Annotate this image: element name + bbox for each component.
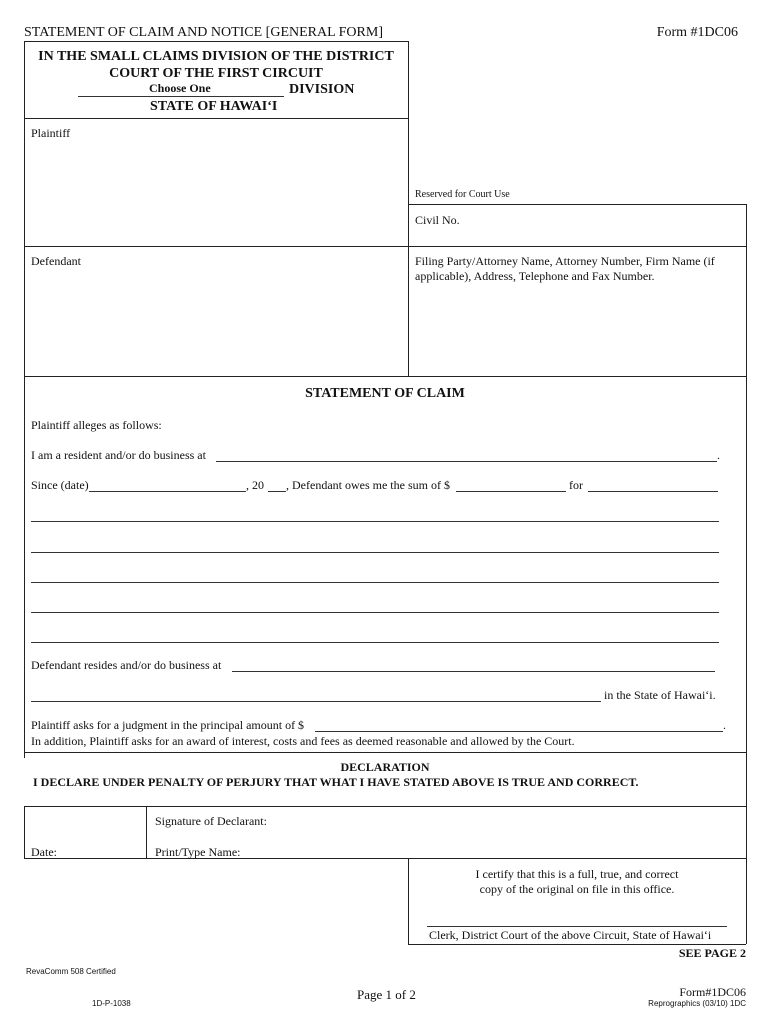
resident-address-field[interactable] — [216, 461, 717, 462]
see-page-2: SEE PAGE 2 — [678, 946, 746, 960]
claim-line-4[interactable] — [31, 612, 719, 613]
defendant-address-field-2[interactable] — [31, 701, 601, 702]
signature-label: Signature of Declarant: — [155, 814, 267, 828]
clerk-label: Clerk, District Court of the above Circuit, State of Hawai‘i — [429, 928, 712, 942]
revacomm-certified: RevaComm 508 Certified — [26, 967, 116, 976]
court-line-2: COURT OF THE FIRST CIRCUIT — [109, 66, 323, 81]
doc-id: 1D-P-1038 — [92, 999, 131, 1008]
judgment-label: Plaintiff asks for a judgment in the principal amount of $ — [31, 718, 305, 732]
sum-field[interactable] — [456, 491, 566, 492]
court-line-1: IN THE SMALL CLAIMS DIVISION OF THE DISTRICT — [38, 49, 394, 64]
footer-form-number: Form#1DC06 — [679, 985, 746, 999]
print-name-label: Print/Type Name: — [155, 845, 241, 859]
certify-line-1: I certify that this is a full, true, and correct — [475, 867, 679, 881]
for-field[interactable] — [588, 491, 718, 492]
declaration-text: I DECLARE UNDER PENALTY OF PERJURY THAT WHAT I HAVE STATED ABOVE IS TRUE AND CORRECT. — [33, 775, 639, 789]
clerk-signature-line[interactable] — [427, 926, 727, 927]
since-label: Since (date) — [31, 478, 89, 492]
form-number: Form #1DC06 — [656, 25, 738, 40]
year-field[interactable] — [268, 491, 286, 492]
certify-line-2: copy of the original on file in this office. — [479, 882, 675, 896]
claim-line-1[interactable] — [31, 521, 719, 522]
judgment-amount-field[interactable] — [315, 731, 723, 732]
filing-party-label: Filing Party/Attorney Name, Attorney Number, Firm Name (if applicable), Address, Telephone and Fax Number. — [415, 254, 715, 283]
owes-label: , Defendant owes me the sum of $ — [286, 478, 450, 492]
civil-no-label: Civil No. — [415, 213, 460, 227]
for-label: for — [569, 478, 583, 492]
division-select[interactable]: Choose One — [149, 81, 211, 95]
defendant-label: Defendant — [31, 254, 81, 268]
judgment-end: . — [723, 718, 726, 732]
additional-text: In addition, Plaintiff asks for an award of interest, costs and fees as deemed reasonable and allowed by the Court. — [31, 734, 575, 748]
year-prefix: , 20 — [246, 478, 264, 492]
state-suffix: in the State of Hawai‘i. — [604, 688, 716, 702]
claim-line-5[interactable] — [31, 642, 719, 643]
since-date-field[interactable] — [89, 491, 246, 492]
resident-end: . — [717, 448, 720, 462]
defendant-address-field[interactable] — [232, 671, 715, 672]
reserved-court-use: Reserved for Court Use — [415, 189, 510, 200]
defendant-resides-label: Defendant resides and/or do business at — [31, 658, 222, 672]
reprographics: Reprographics (03/10) 1DC — [648, 999, 746, 1008]
page-number: Page 1 of 2 — [357, 987, 416, 1002]
declaration-heading: DECLARATION — [340, 760, 430, 774]
division-label: DIVISION — [289, 82, 355, 97]
plaintiff-label: Plaintiff — [31, 126, 71, 140]
claim-line-3[interactable] — [31, 582, 719, 583]
date-label: Date: — [31, 845, 57, 859]
claim-line-2[interactable] — [31, 552, 719, 553]
statement-heading: STATEMENT OF CLAIM — [305, 386, 465, 401]
resident-label: I am a resident and/or do business at — [31, 448, 206, 462]
alleges-text: Plaintiff alleges as follows: — [31, 418, 162, 432]
state-label: STATE OF HAWAI‘I — [150, 99, 278, 114]
form-title: STATEMENT OF CLAIM AND NOTICE [GENERAL FORM] — [24, 25, 383, 40]
